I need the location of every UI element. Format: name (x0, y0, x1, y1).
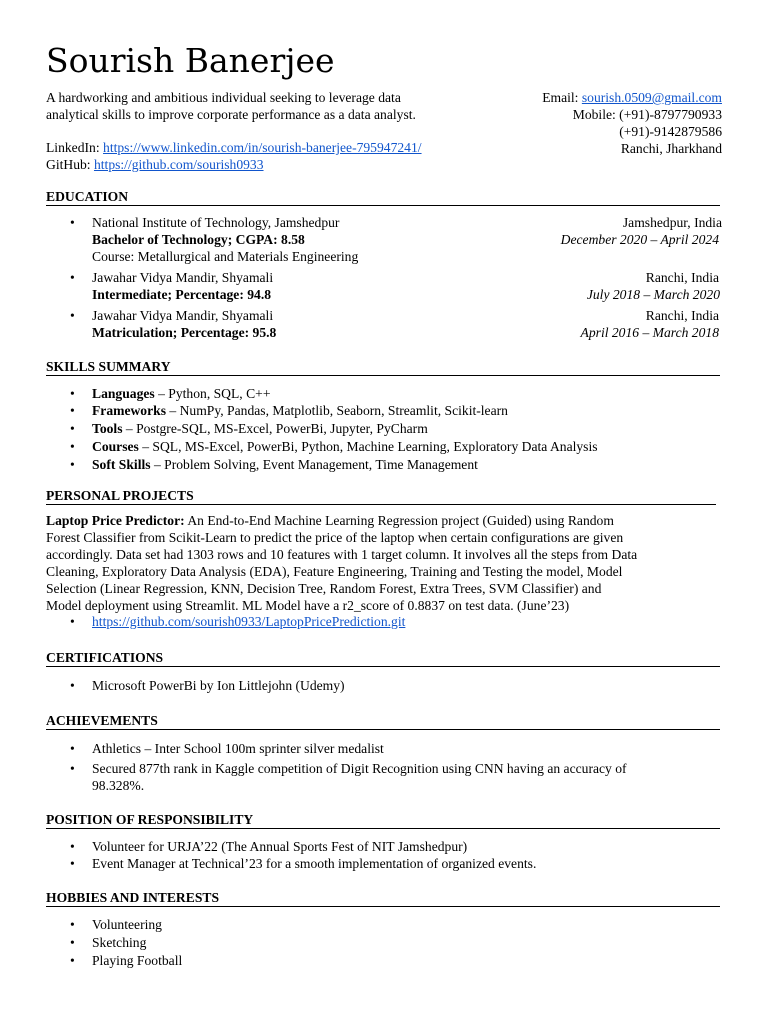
mobile-1: Mobile: (+91)-8797790933 (572, 107, 722, 122)
bullet (70, 307, 78, 325)
achievement-item-2-line-1: Secured 877th rank in Kaggle competition of Digit Recognition using CNN having an accuracy of (92, 761, 627, 776)
bullet (70, 402, 78, 420)
mobile-2: (+91)-9142879586 (619, 124, 722, 139)
certification-item: Microsoft PowerBi by Ion Littlejohn (Udemy) (92, 678, 345, 693)
edu-2-place: Ranchi, India (645, 270, 719, 285)
edu-2-degree: Intermediate; Percentage: 94.8 (92, 287, 272, 302)
email-row (542, 89, 722, 107)
edu-1-course: Course: Metallurgical and Materials Engineering (92, 249, 359, 264)
linkedin-link[interactable]: https://www.linkedin.com/in/sourish-banerjee-795947241/ (103, 140, 422, 155)
project-desc-line-3: accordingly. Data set had 1303 rows and 10 features with 1 target column. It involves all the steps from Data (46, 547, 638, 562)
project-desc-line-1: Laptop Price Predictor: An End-to-End Machine Learning Regression project (Guided) using Random (46, 513, 614, 528)
responsibility-item-1: Volunteer for URJA’22 (The Annual Sports Fest of NIT Jamshedpur) (92, 839, 468, 854)
achievement-item-1: Athletics – Inter School 100m sprinter silver medalist (92, 741, 384, 756)
github-link[interactable]: https://github.com/sourish0933 (93, 157, 264, 172)
email-label: Email: (542, 90, 582, 105)
skill-item: Soft Skills – Problem Solving, Event Management, Time Management (92, 457, 478, 472)
bullet (70, 916, 78, 934)
edu-3-dates: April 2016 – March 2018 (580, 325, 719, 340)
summary-line-2: analytical skills to improve corporate performance as a data analyst. (46, 107, 416, 122)
hobby-item: Playing Football (92, 953, 183, 968)
skill-item: Tools – Postgre-SQL, MS-Excel, PowerBi, Jupyter, PyCharm (92, 421, 428, 436)
bullet (70, 269, 78, 287)
bullet (70, 934, 78, 952)
responsibility-item-2: Event Manager at Technical’23 for a smooth implementation of organized events. (92, 856, 537, 871)
location: Ranchi, Jharkhand (620, 141, 722, 156)
edu-3-degree: Matriculation; Percentage: 95.8 (92, 325, 277, 340)
bullet (70, 438, 78, 456)
edu-1-degree: Bachelor of Technology; CGPA: 8.58 (92, 232, 305, 247)
edu-1-place: Jamshedpur, India (622, 215, 722, 230)
bullet (70, 613, 78, 631)
summary-line-1: A hardworking and ambitious individual seeking to leverage data (46, 90, 401, 105)
achievements-heading: ACHIEVEMENTS (46, 712, 720, 730)
linkedin-row (46, 139, 422, 157)
skill-item: Frameworks – NumPy, Pandas, Matplotlib, Seaborn, Streamlit, Scikit-learn (92, 403, 508, 418)
projects-heading: PERSONAL PROJECTS (46, 487, 716, 505)
hobbies-heading: HOBBIES AND INTERESTS (46, 889, 720, 907)
bullet (70, 855, 78, 873)
edu-3-institute: Jawahar Vidya Mandir, Shyamali (92, 308, 274, 323)
bullet (70, 740, 78, 758)
email-link[interactable]: sourish.0509@gmail.com (581, 90, 722, 105)
edu-2-dates: July 2018 – March 2020 (586, 287, 720, 302)
hobby-item: Volunteering (92, 917, 162, 932)
github-label: GitHub: (46, 157, 94, 172)
certifications-heading: CERTIFICATIONS (46, 649, 720, 667)
project-repo-link[interactable]: https://github.com/sourish0933/LaptopPricePrediction.git (92, 614, 406, 629)
skill-item: Languages – Python, SQL, C++ (92, 386, 271, 401)
github-row (46, 156, 264, 174)
achievement-item-2-line-2: 98.328%. (92, 778, 145, 793)
bullet (70, 456, 78, 474)
edu-2-institute: Jawahar Vidya Mandir, Shyamali (92, 270, 274, 285)
hobby-item: Sketching (92, 935, 147, 950)
education-heading: EDUCATION (46, 188, 720, 206)
edu-1-dates: December 2020 – April 2024 (560, 232, 719, 247)
bullet (70, 760, 78, 778)
linkedin-label: LinkedIn: (46, 140, 104, 155)
project-desc-line-6: Model deployment using Streamlit. ML Model have a r2_score of 0.8837 on test data. (June’23) (46, 598, 570, 613)
bullet (70, 677, 78, 695)
candidate-name: Sourish Banerjee (46, 41, 335, 80)
bullet (70, 385, 78, 403)
bullet (70, 214, 78, 232)
bullet (70, 838, 78, 856)
edu-1-institute: National Institute of Technology, Jamshedpur (92, 215, 340, 230)
edu-3-place: Ranchi, India (645, 308, 719, 323)
project-desc-line-5: Selection (Linear Regression, KNN, Decision Tree, Random Forest, Extra Trees, SVM Classifier) and (46, 581, 602, 596)
responsibility-heading: POSITION OF RESPONSIBILITY (46, 811, 720, 829)
bullet (70, 420, 78, 438)
project-desc-line-2: Forest Classifier from Scikit-Learn to predict the price of the laptop when certain configurations are given (46, 530, 624, 545)
project-desc-line-4: Cleaning, Exploratory Data Analysis (EDA), Feature Engineering, Training and Testing the model, Model (46, 564, 623, 579)
project-link-row (92, 613, 405, 631)
skills-heading: SKILLS SUMMARY (46, 358, 720, 376)
bullet (70, 952, 78, 970)
skill-item: Courses – SQL, MS-Excel, PowerBi, Python, Machine Learning, Exploratory Data Analysis (92, 439, 598, 454)
